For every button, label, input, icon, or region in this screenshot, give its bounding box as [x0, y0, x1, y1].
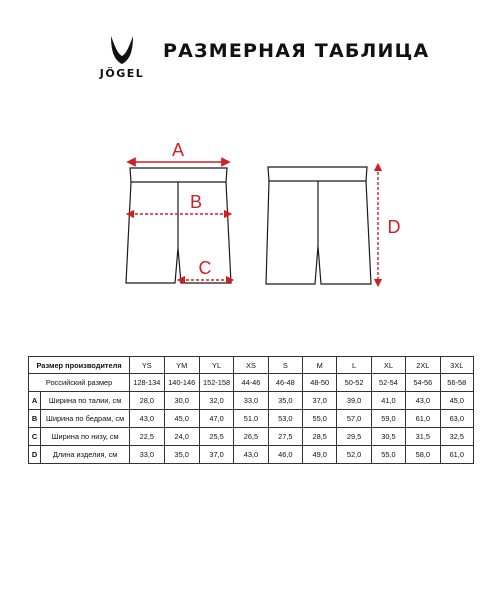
marker-d: D [387, 217, 401, 237]
value-cell: 33,0 [234, 392, 268, 410]
value-cell: 45,0 [440, 392, 473, 410]
russian-size-cell: 152-158 [199, 374, 233, 392]
value-cell: 49,0 [303, 446, 337, 464]
row-letter: D [29, 446, 41, 464]
header-size-cell: M [303, 357, 337, 374]
value-cell: 27,5 [268, 428, 302, 446]
value-cell: 43,0 [406, 392, 440, 410]
logo-text: JÖGEL [99, 67, 145, 80]
value-cell: 32,5 [440, 428, 473, 446]
value-cell: 41,0 [371, 392, 405, 410]
value-cell: 24,0 [164, 428, 199, 446]
page-title: РАЗМЕРНАЯ ТАБЛИЦА [163, 40, 430, 62]
marker-c: C [198, 258, 212, 278]
value-cell: 25,5 [199, 428, 233, 446]
header-size-cell: 3XL [440, 357, 473, 374]
value-cell: 30,5 [371, 428, 405, 446]
value-cell: 47,0 [199, 410, 233, 428]
row-label: Ширина по талии, см [41, 392, 130, 410]
value-cell: 63,0 [440, 410, 473, 428]
header-size-cell: 2XL [406, 357, 440, 374]
value-cell: 22,5 [130, 428, 164, 446]
russian-size-cell: 54-56 [406, 374, 440, 392]
value-cell: 52,0 [337, 446, 371, 464]
header-size-cell: S [268, 357, 302, 374]
header-size-cell: YL [199, 357, 233, 374]
value-cell: 31,5 [406, 428, 440, 446]
value-cell: 32,0 [199, 392, 233, 410]
row-letter: B [29, 410, 41, 428]
russian-size-cell: 44-46 [234, 374, 268, 392]
value-cell: 28,0 [130, 392, 164, 410]
header-size-cell: YS [130, 357, 164, 374]
value-cell: 51,0 [234, 410, 268, 428]
value-cell: 33,0 [130, 446, 164, 464]
header-size-cell: YM [164, 357, 199, 374]
table-row [29, 446, 474, 464]
value-cell: 29,5 [337, 428, 371, 446]
value-cell: 53,0 [268, 410, 302, 428]
value-cell: 30,0 [164, 392, 199, 410]
value-cell: 43,0 [234, 446, 268, 464]
shorts-front-view [126, 168, 231, 283]
table-row [29, 392, 474, 410]
row-label: Ширина по бедрам, см [41, 410, 130, 428]
russian-size-cell: 50-52 [337, 374, 371, 392]
value-cell: 28,5 [303, 428, 337, 446]
russian-size-label: Российский размер [29, 374, 130, 392]
russian-size-cell: 52-54 [371, 374, 405, 392]
russian-size-cell: 48-50 [303, 374, 337, 392]
value-cell: 59,0 [371, 410, 405, 428]
row-label: Ширина по низу, см [41, 428, 130, 446]
russian-size-cell: 140-146 [164, 374, 199, 392]
header-size-cell: L [337, 357, 371, 374]
value-cell: 55,0 [371, 446, 405, 464]
table-header-row [29, 357, 474, 374]
value-cell: 43,0 [130, 410, 164, 428]
header-label: Размер производителя [29, 357, 130, 374]
table-row-russian-size [29, 374, 474, 392]
value-cell: 58,0 [406, 446, 440, 464]
table-row [29, 428, 474, 446]
shorts-back-view [266, 167, 371, 284]
row-letter: A [29, 392, 41, 410]
header-size-cell: XS [234, 357, 268, 374]
value-cell: 37,0 [199, 446, 233, 464]
size-table [28, 356, 474, 464]
value-cell: 35,0 [268, 392, 302, 410]
marker-b: B [189, 192, 203, 212]
value-cell: 55,0 [303, 410, 337, 428]
value-cell: 46,0 [268, 446, 302, 464]
value-cell: 57,0 [337, 410, 371, 428]
value-cell: 26,5 [234, 428, 268, 446]
value-cell: 61,0 [406, 410, 440, 428]
row-letter: C [29, 428, 41, 446]
value-cell: 45,0 [164, 410, 199, 428]
russian-size-cell: 128-134 [130, 374, 164, 392]
value-cell: 61,0 [440, 446, 473, 464]
table-row [29, 410, 474, 428]
value-cell: 39,0 [337, 392, 371, 410]
value-cell: 37,0 [303, 392, 337, 410]
value-cell: 35,0 [164, 446, 199, 464]
russian-size-cell: 46-48 [268, 374, 302, 392]
marker-a: A [171, 140, 185, 160]
row-label: Длина изделия, см [41, 446, 130, 464]
russian-size-cell: 56-58 [440, 374, 473, 392]
header-size-cell: XL [371, 357, 405, 374]
